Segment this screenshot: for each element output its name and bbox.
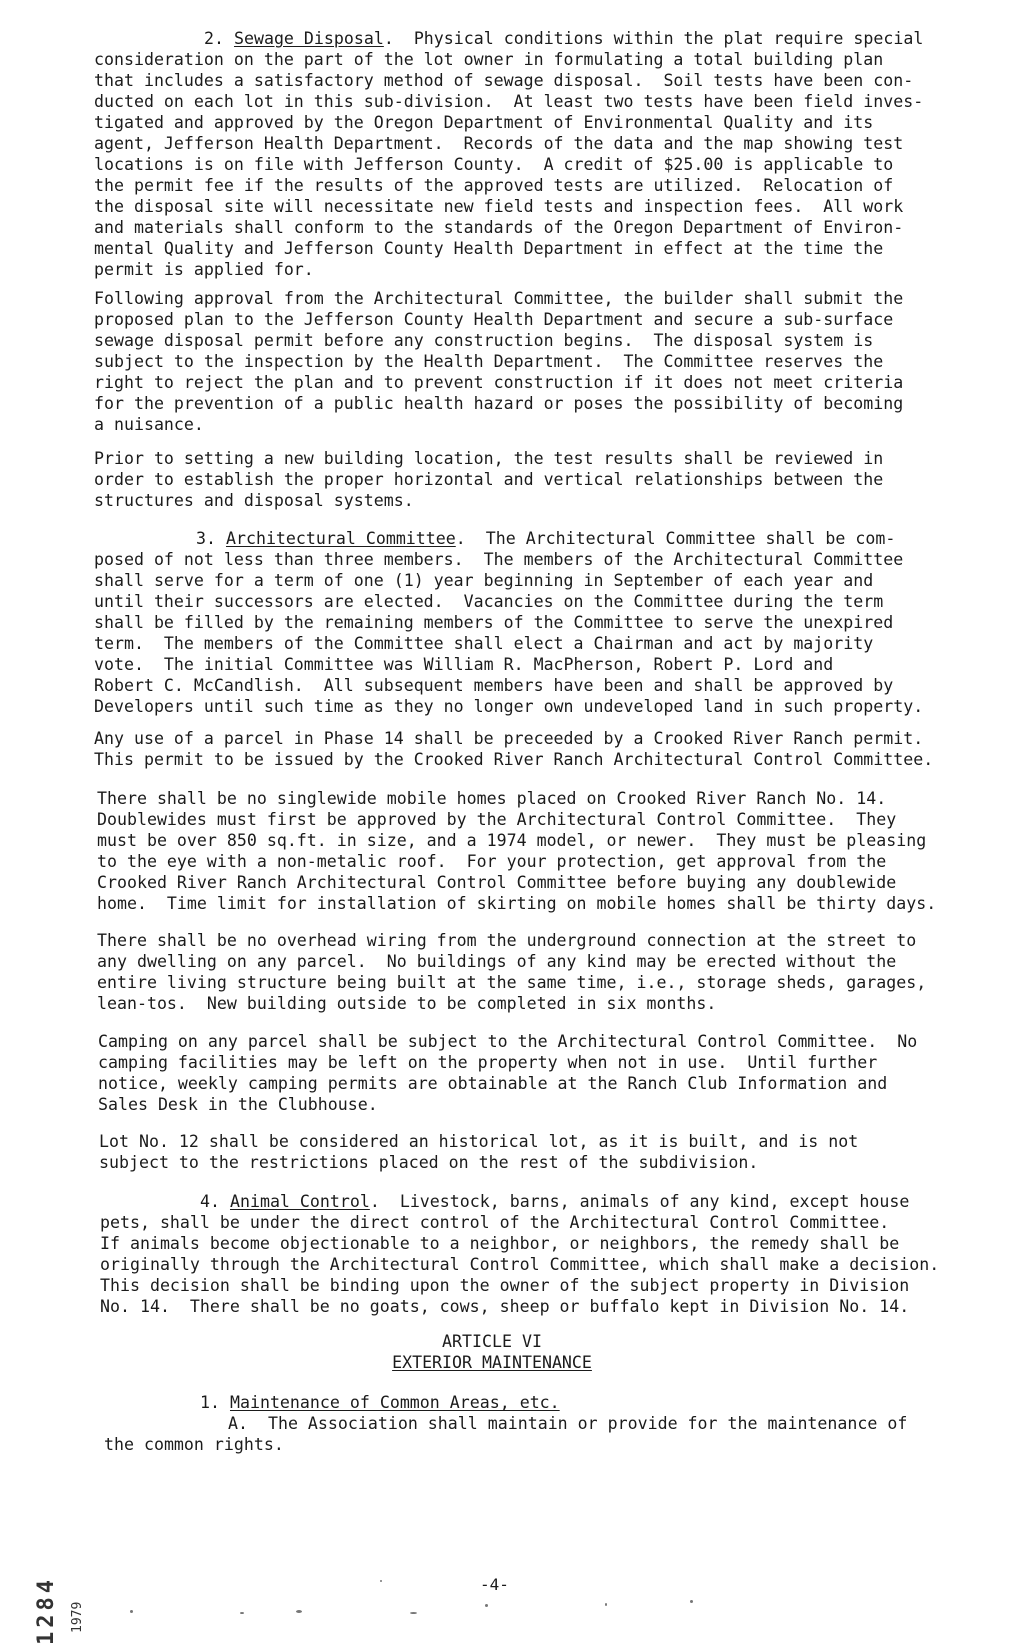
section-body: pets, shall be under the direct control of the Architectural Control Committee. If animals become objectionable to a neighbor, or neighbors, the remedy shall be originally through the Architectural Control Committee, which shall make a decision. This decision shall be binding upon the owner of the subject property in Division No. 14. There shall be no goats, cows, sheep or buffalo kept in Division No. 14. bbox=[100, 1213, 940, 1316]
section-first-line: . The Architectural Committee shall be com- bbox=[455, 529, 896, 548]
maintenance-section bbox=[104, 1392, 964, 1455]
animal-control-section bbox=[100, 1191, 960, 1317]
scan-speck bbox=[380, 1580, 382, 1582]
section-body: posed of not less than three members. The members of the Architectural Committee shall serve for a term of one (1) year beginning in September of each year and until their successors are elected. Vacancies on the Committee during the term shall be filled by the remaining members of the Committee to serve the unexpired term. The members of the Committee shall elect a Chairman and act by majority vote. The initial Committee was William R. MacPherson, Robert P. Lord and Robert C. McCandlish. All subsequent members have been and shall be approved by Developers until such time as they no longer own undeveloped land in such property. bbox=[94, 550, 924, 716]
recording-year: 1979 bbox=[70, 1601, 85, 1633]
scan-speck bbox=[130, 1610, 133, 1613]
section-heading: Maintenance of Common Areas, etc. bbox=[229, 1393, 560, 1412]
article-subtitle: EXTERIOR MAINTENANCE bbox=[392, 1353, 592, 1372]
recording-number: 1284 bbox=[34, 1576, 59, 1645]
page-number: -4- bbox=[480, 1575, 509, 1594]
scan-speck bbox=[240, 1612, 244, 1614]
section-first-line: . Livestock, barns, animals of any kind, except house bbox=[369, 1192, 910, 1211]
section-heading: Architectural Committee bbox=[225, 529, 456, 548]
paragraph-phase-14-permit: Any use of a parcel in Phase 14 shall be preceeded by a Crooked River Ranch permit. This permit to be issued by the Crooked River Ranch Architectural Control Committee. bbox=[94, 729, 934, 769]
article-title: ARTICLE VI bbox=[442, 1332, 542, 1351]
paragraph-mobile-homes: There shall be no singlewide mobile homes placed on Crooked River Ranch No. 14. Doublewides must first be approved by the Architectural Control Committee. They must be over 850 sq.ft. in size, and a 1974 model, or newer. They must be pleasing to the eye with a non-metalic roof. For your protection, get approval from the Crooked River Ranch Architectural Control Committee before buying any doublewide home. Time limit for installation of skirting on mobile homes shall be thirty days. bbox=[97, 789, 937, 913]
subsection-a: A. The Association shall maintain or provide for the maintenance of bbox=[228, 1414, 908, 1433]
paragraph-lot-12: Lot No. 12 shall be considered an historical lot, as it is built, and is not subject to the restrictions placed on the rest of the subdivision. bbox=[99, 1132, 859, 1172]
section-number: 2. bbox=[204, 29, 224, 48]
recording-stamp bbox=[22, 1535, 102, 1650]
section-number: 3. bbox=[196, 529, 216, 548]
paragraph-camping: Camping on any parcel shall be subject to the Architectural Control Committee. No camping facilities may be left on the property when not in use. Until further notice, weekly camping permits are obtainable at the Ranch Club Information and Sales Desk in the Clubhouse. bbox=[98, 1032, 918, 1114]
paragraph-overhead-wiring: There shall be no overhead wiring from the underground connection at the street to any dwelling on any parcel. No buildings of any kind may be erected without the entire living structure being built at the same time, i.e., storage sheds, garages, lean-tos. New building outside to be completed in six months. bbox=[97, 931, 927, 1013]
section-heading: Sewage Disposal bbox=[233, 29, 384, 48]
scan-speck bbox=[690, 1600, 693, 1603]
section-first-line: . Physical conditions within the plat require special bbox=[383, 29, 924, 48]
article-subtitle-wrap bbox=[342, 1352, 642, 1373]
scan-speck bbox=[605, 1603, 607, 1606]
section-body: consideration on the part of the lot owner in formulating a total building plan that includes a satisfactory method of sewage disposal. Soil tests have been con- ducted on each lot in this sub-division. At least two tests have been field inves- tigated and approved by the Oregon Department of Environmental Quality and its agent, Jefferson Health Department. Records of the data and the map showing test locations is on file with Jefferson County. A credit of $25.00 is applicable to the permit fee if the results of the approved tests are utilized. Relocation of the disposal site will necessitate new field tests and inspection fees. All work and materials shall conform to the standards of the Oregon Department of Environ- mental Quality and Jefferson County Health Department in effect at the time the permit is applied for. bbox=[94, 50, 924, 279]
paragraph-following-approval: Following approval from the Architectural Committee, the builder shall submit the proposed plan to the Jefferson County Health Department and secure a sub-surface sewage disposal permit before any construction begins. The disposal system is subject to the inspection by the Health Department. The Committee reserves the right to reject the plan and to prevent construction if it does not meet criteria for the prevention of a public health hazard or poses the possibility of becoming a nuisance. bbox=[94, 289, 904, 434]
sewage-disposal-section bbox=[94, 28, 954, 280]
subsection-a-continued: the common rights. bbox=[104, 1435, 284, 1454]
section-heading: Animal Control bbox=[229, 1192, 370, 1211]
section-number: 1. bbox=[200, 1393, 220, 1412]
scan-speck bbox=[296, 1610, 302, 1613]
section-number: 4. bbox=[200, 1192, 220, 1211]
architectural-committee-section bbox=[94, 528, 954, 717]
scan-speck bbox=[410, 1612, 417, 1614]
scan-speck bbox=[485, 1604, 488, 1607]
paragraph-prior-to-setting: Prior to setting a new building location, the test results shall be reviewed in order to establish the proper horizontal and vertical relationships between the structures and disposal systems. bbox=[94, 449, 884, 510]
